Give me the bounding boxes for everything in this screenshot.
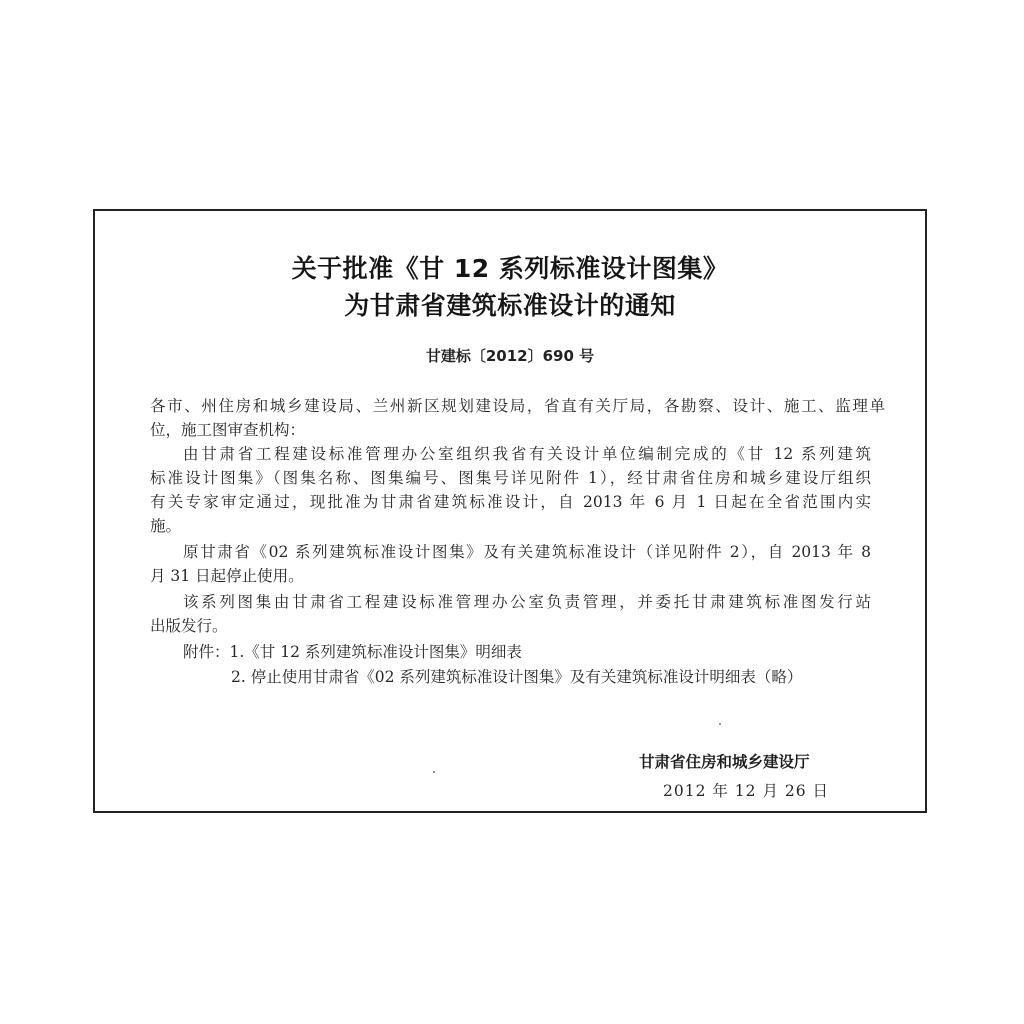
body-line-para2: 月 31 日起停止使用。: [150, 567, 304, 585]
body-line-addressees: 各市、州住房和城乡建设局、兰州新区规划建设局，省直有关厅局，各勘察、设计、施工、监理单: [150, 397, 885, 415]
issuing-authority: 甘肃省住房和城乡建设厅: [639, 753, 810, 771]
body-line-para2: 原甘肃省《02 系列建筑标准设计图集》及有关建筑标准设计（详见附件 2），自 2013 年 8: [183, 543, 871, 561]
scan-speck: [719, 723, 721, 725]
attachment-line-2: 2. 停止使用甘肃省《02 系列建筑标准设计图集》及有关建筑标准设计明细表（略）: [231, 668, 803, 686]
notice-title-line2: 为甘肃省建筑标准设计的通知: [344, 291, 676, 320]
issue-date: 2012 年 12 月 26 日: [663, 782, 830, 800]
notice-title-line1: 关于批准《甘 12 系列标准设计图集》: [291, 254, 729, 283]
body-line-para3: 该系列图集由甘肃省工程建设标准管理办公室负责管理，并委托甘肃建筑标准图发行站: [183, 593, 871, 611]
body-line-para1: 施。: [150, 517, 182, 535]
attachment-line-1: 附件：1.《甘 12 系列建筑标准设计图集》明细表: [183, 643, 522, 661]
body-line-para3: 出版发行。: [150, 617, 228, 635]
document-number: 甘建标〔2012〕690 号: [425, 347, 595, 365]
body-line-addressees-cont: 位，施工图审查机构：: [150, 421, 306, 439]
body-line-para1: 由甘肃省工程建设标准管理办公室组织我省有关设计单位编制完成的《甘 12 系列建筑: [183, 445, 871, 463]
notice-frame: [93, 209, 927, 813]
body-line-para1: 有关专家审定通过，现批准为甘肃省建筑标准设计，自 2013 年 6 月 1 日起在全省范围内实: [150, 493, 871, 511]
body-line-para1: 标准设计图集》（图集名称、图集编号、图集号详见附件 1），经甘肃省住房和城乡建设厅组织: [150, 469, 871, 487]
scan-speck: [433, 771, 435, 773]
